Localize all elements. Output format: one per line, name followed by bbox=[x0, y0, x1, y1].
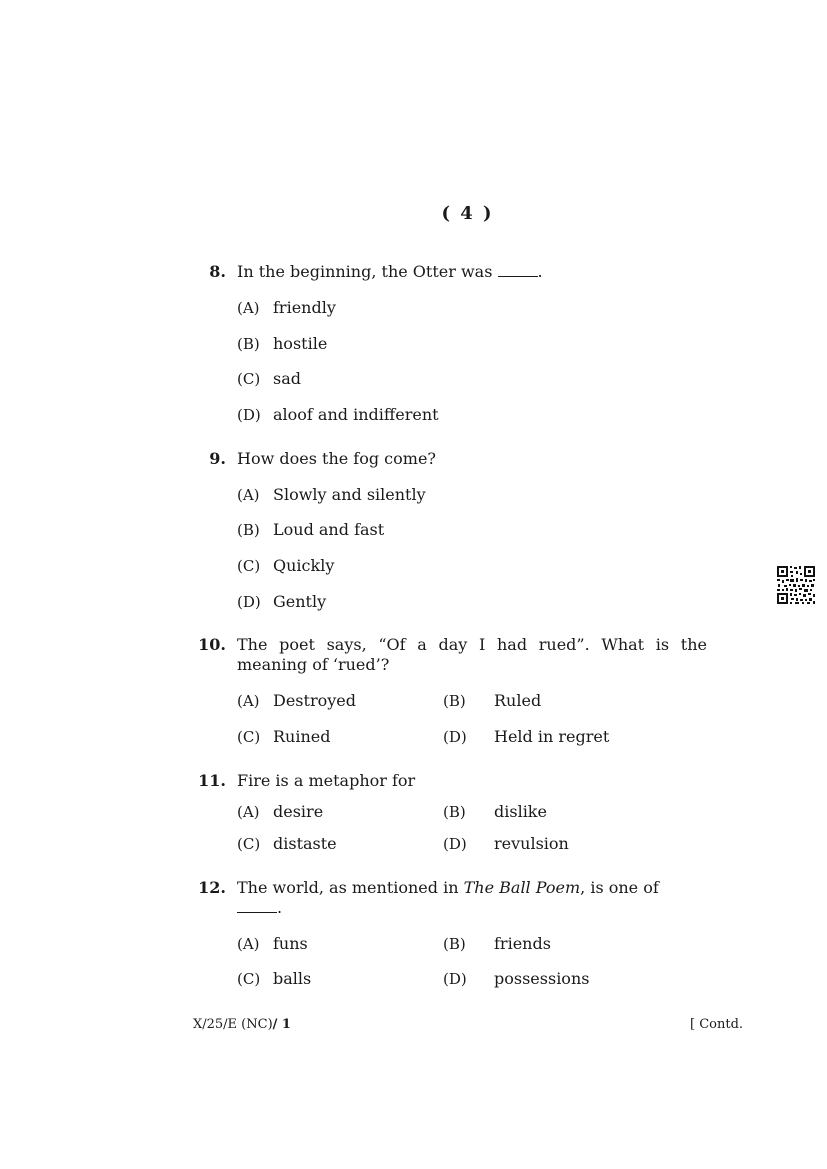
option-letter: (D) bbox=[443, 835, 467, 853]
option-letter: (A) bbox=[237, 803, 260, 821]
question-text-part: . bbox=[537, 262, 543, 281]
question-text: Fire is a metaphor for bbox=[237, 771, 416, 790]
option-c bbox=[237, 969, 311, 988]
question-text bbox=[237, 262, 707, 282]
option-text: Gently bbox=[273, 592, 327, 611]
option-letter: (A) bbox=[237, 299, 260, 317]
option-letter: (B) bbox=[443, 803, 466, 821]
paper-code-text: X/25/E (NC) bbox=[193, 1017, 273, 1032]
option-text: aloof and indifferent bbox=[273, 405, 439, 424]
option-text: Ruined bbox=[273, 727, 331, 746]
option-letter: (A) bbox=[237, 935, 260, 953]
option-letter: (C) bbox=[237, 835, 261, 853]
option-b bbox=[443, 691, 541, 710]
option-text: Loud and fast bbox=[273, 520, 385, 539]
question-text: How does the fog come? bbox=[237, 449, 436, 468]
option-text: possessions bbox=[494, 969, 590, 988]
poem-title: The Ball Poem bbox=[463, 878, 581, 897]
option-letter: (B) bbox=[443, 935, 466, 953]
continued-label: [ Contd. bbox=[690, 1017, 744, 1032]
option-letter: (A) bbox=[237, 692, 260, 710]
option-a bbox=[237, 298, 336, 317]
option-text: Destroyed bbox=[273, 691, 356, 710]
option-text: dislike bbox=[494, 802, 547, 821]
option-text: distaste bbox=[273, 834, 337, 853]
question-number: 11. bbox=[198, 771, 226, 790]
question-text-part: In the beginning, the Otter was bbox=[237, 262, 498, 281]
paper-code bbox=[193, 1017, 291, 1032]
option-text: Quickly bbox=[273, 556, 335, 575]
option-b bbox=[443, 802, 547, 821]
option-text: friends bbox=[494, 934, 551, 953]
option-d bbox=[237, 405, 439, 424]
option-letter: (D) bbox=[237, 406, 261, 424]
question-text-part: . bbox=[277, 898, 283, 917]
option-a bbox=[237, 691, 356, 710]
qr-code-icon bbox=[776, 565, 816, 605]
option-text: Slowly and silently bbox=[273, 485, 426, 504]
question-text: The poet says, “Of a day I had rued”. What is the meaning of ‘rued’? bbox=[237, 635, 707, 674]
question-number: 12. bbox=[198, 878, 226, 897]
option-letter: (C) bbox=[237, 970, 261, 988]
option-a bbox=[237, 802, 323, 821]
option-text: revulsion bbox=[494, 834, 569, 853]
option-text: funs bbox=[273, 934, 308, 953]
paper-code-suffix: / 1 bbox=[272, 1017, 291, 1032]
question-text-part: , is one of bbox=[580, 878, 659, 897]
page-number: ( 4 ) bbox=[441, 203, 494, 224]
option-d bbox=[443, 727, 609, 746]
option-text: friendly bbox=[273, 298, 336, 317]
option-text: desire bbox=[273, 802, 324, 821]
option-text: Ruled bbox=[494, 691, 542, 710]
option-d bbox=[443, 834, 569, 853]
option-a bbox=[237, 934, 308, 953]
option-letter: (C) bbox=[237, 728, 261, 746]
answer-blank bbox=[498, 264, 538, 277]
option-a bbox=[237, 485, 426, 504]
option-letter: (B) bbox=[237, 335, 260, 353]
option-c bbox=[237, 369, 301, 388]
answer-blank bbox=[237, 900, 277, 913]
question-text bbox=[237, 878, 707, 918]
option-b bbox=[237, 334, 327, 353]
option-letter: (D) bbox=[443, 728, 467, 746]
question-text-part: The world, as mentioned in bbox=[237, 878, 464, 897]
option-letter: (D) bbox=[443, 970, 467, 988]
option-c bbox=[237, 834, 337, 853]
option-text: hostile bbox=[273, 334, 328, 353]
option-text: Held in regret bbox=[494, 727, 610, 746]
option-letter: (B) bbox=[443, 692, 466, 710]
option-letter: (C) bbox=[237, 557, 261, 575]
option-c bbox=[237, 556, 334, 575]
option-text: balls bbox=[273, 969, 312, 988]
question-number: 8. bbox=[209, 262, 226, 281]
option-letter: (C) bbox=[237, 370, 261, 388]
option-letter: (D) bbox=[237, 593, 261, 611]
question-number: 9. bbox=[209, 449, 226, 468]
option-c bbox=[237, 727, 330, 746]
option-b bbox=[443, 934, 551, 953]
option-text: sad bbox=[273, 369, 301, 388]
option-d bbox=[443, 969, 589, 988]
question-number: 10. bbox=[198, 635, 226, 654]
option-d bbox=[237, 592, 326, 611]
option-b bbox=[237, 520, 384, 539]
option-letter: (A) bbox=[237, 486, 260, 504]
option-letter: (B) bbox=[237, 521, 260, 539]
